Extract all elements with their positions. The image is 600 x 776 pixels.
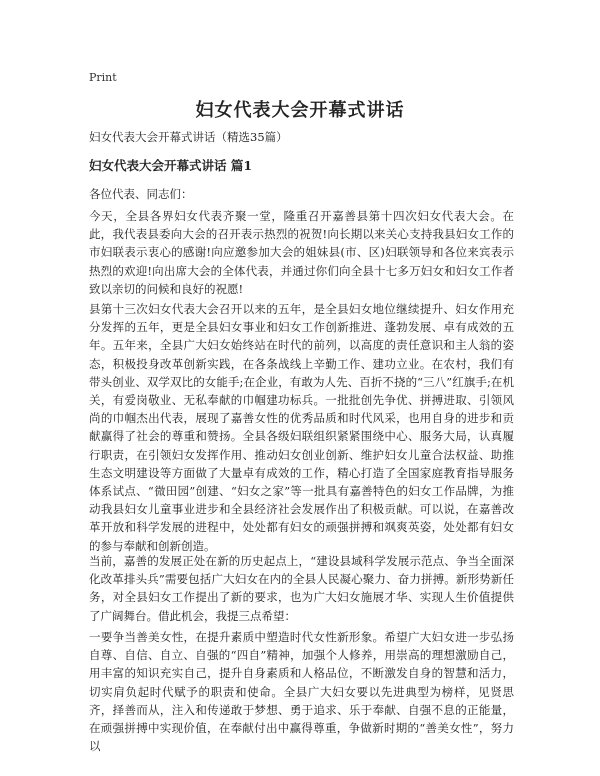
section-heading: 妇女代表大会开幕式讲话 篇1 — [89, 158, 253, 173]
document-subtitle: 妇女代表大会开幕式讲话（精选35篇） — [89, 130, 288, 144]
greeting-line: 各位代表、同志们： — [89, 187, 193, 201]
paragraph-1: 今天，全县各界妇女代表齐聚一堂，隆重召开嘉善县第十四次妇女代表大会。在此，我代表县委向大会的召开表示热烈的祝贺!向长期以来关心支持我县妇女工作的市妇联表示衷心的感谢!向应邀参加大会的姐妹县(市、区)妇联领导和各位来宾表示热烈的欢迎!向出席大会的全体代表，并通过你们向全县十七多万妇女和妇女工作者致以亲切的问候和良好的祝愿! — [89, 209, 514, 296]
print-label[interactable]: Print — [89, 71, 117, 84]
page-title: 妇女代表大会开幕式讲话 — [195, 100, 405, 121]
paragraph-3: 当前，嘉善的发展正处在新的历史起点上，“建设县域科学发展示范点、争当全面深化改革排头兵”需要包括广大妇女在内的全县人民凝心聚力、奋力拼搏。新形势新任务，对全县妇女工作提出了新的要求，也为广大妇女施展才华、实现人生价值提供了广阔舞台。借此机会，我提三点希望： — [89, 554, 514, 623]
paragraph-4: 一要争当善美女性，在提升素质中塑造时代女性新形象。希望广大妇女进一步弘扬自尊、自信、自立、自强的“四自”精神，加强个人修养，用崇高的理想激励自己，用丰富的知识充实自己，提升自身素质和人格品位，不断激发自身的智慧和活力，切实肩负起时代赋予的职责和使命。全县广大妇女要以先进典型为榜样，见贤思齐，择善而从，注入和传递敢于梦想、勇于追求、乐于奉献、自强不息的正能量，在顽强拼搏中实现价值，在奉献付出中赢得尊重，争做新时期的“善美女性”，努力以 — [89, 630, 514, 754]
paragraph-2: 县第十三次妇女代表大会召开以来的五年，是全县妇女地位继续提升、妇女作用充分发挥的五年，更是全县妇女事业和妇女工作创新推进、蓬勃发展、卓有成效的五年。五年来，全县广大妇女始终站在时代的前列，以高度的责任意识和主人翁的姿态，积极投身改革创新实践，在各条战线上辛勤工作、建功立业。在农村，我们有带头创业、双学双比的女能手;在企业，有敢为人先、百折不挠的“三八”红旗手;在机关，有爱岗敬业、无私奉献的巾帼建功标兵。一批批创先争优、拼搏进取、引领风尚的巾帼杰出代表，展现了嘉善女性的优秀品质和时代风采，也用自身的进步和贡献赢得了社会的尊重和赞扬。全县各级妇联组织紧紧围绕中心、服务大局，认真履行职责，在引领妇女发挥作用、推动妇女创业创新、维护妇女儿童合法权益、助推生态文明建设等方面做了大量卓有成效的工作，精心打造了全国家庭教育指导服务体系试点、“微田园”创建、“妇女之家”等一批具有嘉善特色的妇女工作品牌，为推动我县妇女儿童事业进步和全县经济社会发展作出了积极贡献。可以说，在嘉善改革开放和科学发展的进程中，处处都有妇女的顽强拼搏和飒爽英姿，处处都有妇女的参与奉献和创新创造。 — [89, 302, 514, 553]
